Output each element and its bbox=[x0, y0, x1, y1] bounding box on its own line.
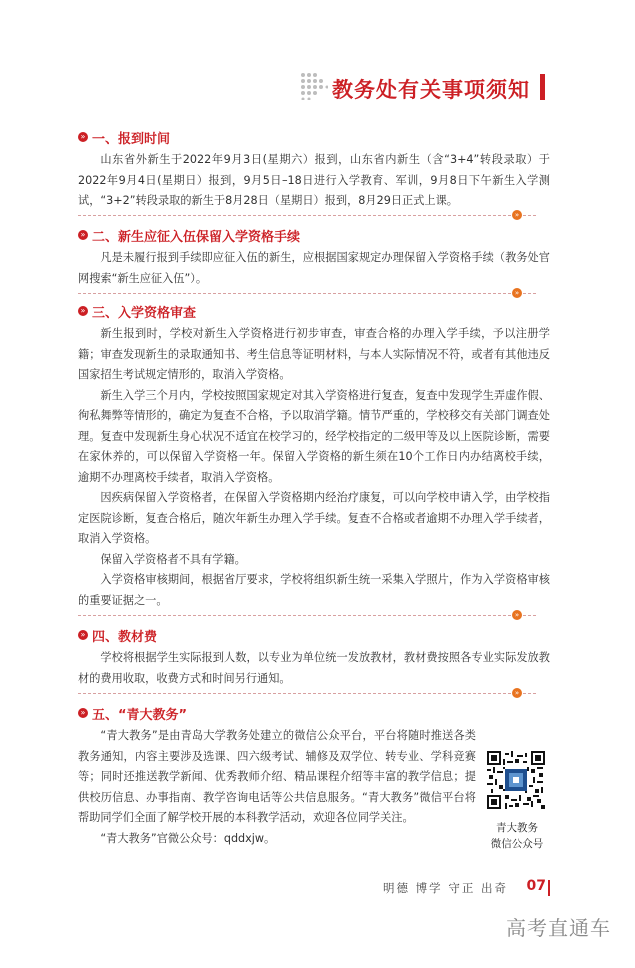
section-paragraph: “青大教务”是由青岛大学教务处建立的微信公众平台，平台将随时推送各类教务通知，内容主要涉及选课、四六级考试、辅修及双学位、转专业、学科竞赛等；同时还推送教学新闻、优秀教师介绍、精品课程介绍等丰富的教学信息；提供校历信息、办事指南、教学咨询电话等公共信息服务。“青大教务”微信平台将帮助同学们全面了解学校开展的本科教学活动，欢迎各位同学关注。 bbox=[78, 729, 476, 824]
qr-caption bbox=[478, 820, 556, 852]
page-number: 07 bbox=[526, 878, 546, 894]
qr-code-icon bbox=[487, 748, 545, 812]
section-heading bbox=[78, 128, 550, 150]
section-divider bbox=[78, 288, 550, 298]
arrow-right-icon: » bbox=[512, 688, 522, 698]
page-footer bbox=[360, 878, 550, 898]
section-registration-time bbox=[78, 128, 550, 212]
section-paragraph: 入学资格审核期间，根据省厅要求，学校将组织新生统一采集入学照片，作为入学资格审核的重要证据之一。 bbox=[78, 573, 550, 607]
qr-caption-line: 青大教务 bbox=[496, 822, 538, 834]
footer-motto: 明德 博学 守正 出奇 bbox=[383, 881, 508, 895]
section-military-enlistment bbox=[78, 226, 550, 289]
section-paragraph: 学校将根据学生实际报到人数，以专业为单位统一发放教材，教材费按照各专业实际发放教材的费用收取，收费方式和时间另行通知。 bbox=[78, 651, 550, 685]
section-title: 三、入学资格审查 bbox=[92, 306, 197, 321]
section-title: 五、“青大教务” bbox=[92, 708, 188, 723]
section-bullet-icon: » bbox=[78, 132, 88, 142]
page-title: 教务处有关事项须知 bbox=[332, 78, 530, 102]
qr-caption-line: 微信公众号 bbox=[490, 838, 544, 850]
section-heading bbox=[78, 302, 550, 324]
section-enrollment-review bbox=[78, 302, 550, 611]
section-bullet-icon: » bbox=[78, 630, 88, 640]
section-paragraph: 山东省外新生于2022年9月3日(星期六）报到，山东省内新生（含“3+4”转段录取）于2022年9月4日(星期日）报到，9月5日–18日进行入学教育、军训，9月8日下午新生入学测试，“3+2”转段录取的新生于8月28日（星期日）报到，8月29日正式上课。 bbox=[78, 153, 550, 207]
section-title: 一、报到时间 bbox=[92, 132, 171, 147]
page-number-bar bbox=[548, 880, 550, 896]
section-bullet-icon: » bbox=[78, 306, 88, 316]
section-paragraph: 因疾病保留入学资格者，在保留入学资格期内经治疗康复，可以向学校申请入学，由学校指定医院诊断，复查合格后，随次年新生办理入学手续。复查不合格或者逾期不办理入学手续者，取消入学资格。 bbox=[78, 491, 550, 545]
section-heading bbox=[78, 226, 550, 248]
section-textbook-fee bbox=[78, 626, 550, 689]
section-paragraph: 保留入学资格者不具有学籍。 bbox=[100, 552, 246, 566]
section-paragraph: 新生报到时，学校对新生入学资格进行初步审查，审查合格的办理入学手续，予以注册学籍；审查发现新生的录取通知书、考生信息等证明材料，与本人实际情况不符，或者有其他违反国家招生考试规定情形的，取消入学资格。 bbox=[78, 327, 550, 381]
section-title: 二、新生应征入伍保留入学资格手续 bbox=[92, 230, 301, 245]
arrow-right-icon: » bbox=[512, 210, 522, 220]
section-heading bbox=[78, 626, 550, 648]
dots-decoration-icon bbox=[300, 72, 328, 100]
arrow-right-icon: » bbox=[512, 288, 522, 298]
section-paragraph: 凡是未履行报到手续即应征入伍的新生，应根据国家规定办理保留入学资格手续（教务处官网搜索“新生应征入伍”）。 bbox=[78, 251, 550, 285]
section-bullet-icon: » bbox=[78, 708, 88, 718]
page-header bbox=[0, 72, 635, 108]
title-accent-bar bbox=[540, 74, 545, 100]
section-paragraph: 新生入学三个月内，学校按照国家规定对其入学资格进行复查，复查中发现学生弄虚作假、徇私舞弊等情形的，确定为复查不合格，予以取消学籍。情节严重的，学校移交有关部门调查处理。复查中发现新生身心状况不适宜在校学习的，经学校指定的二级甲等及以上医院诊断，需要在家休养的，可以保留入学资格一年。保留入学资格的新生须在10个工作日内办结离校手续，逾期不办理离校手续者，取消入学资格。 bbox=[78, 388, 550, 484]
section-divider bbox=[78, 688, 550, 698]
arrow-right-icon: » bbox=[512, 610, 522, 620]
section-paragraph: “青大教务”官微公众号：qddxjw。 bbox=[100, 831, 276, 845]
section-divider bbox=[78, 610, 550, 620]
section-bullet-icon: » bbox=[78, 230, 88, 240]
watermark: 高考直通车 bbox=[506, 916, 611, 940]
section-divider bbox=[78, 210, 550, 220]
section-heading bbox=[78, 704, 550, 726]
section-title: 四、教材费 bbox=[92, 630, 158, 645]
